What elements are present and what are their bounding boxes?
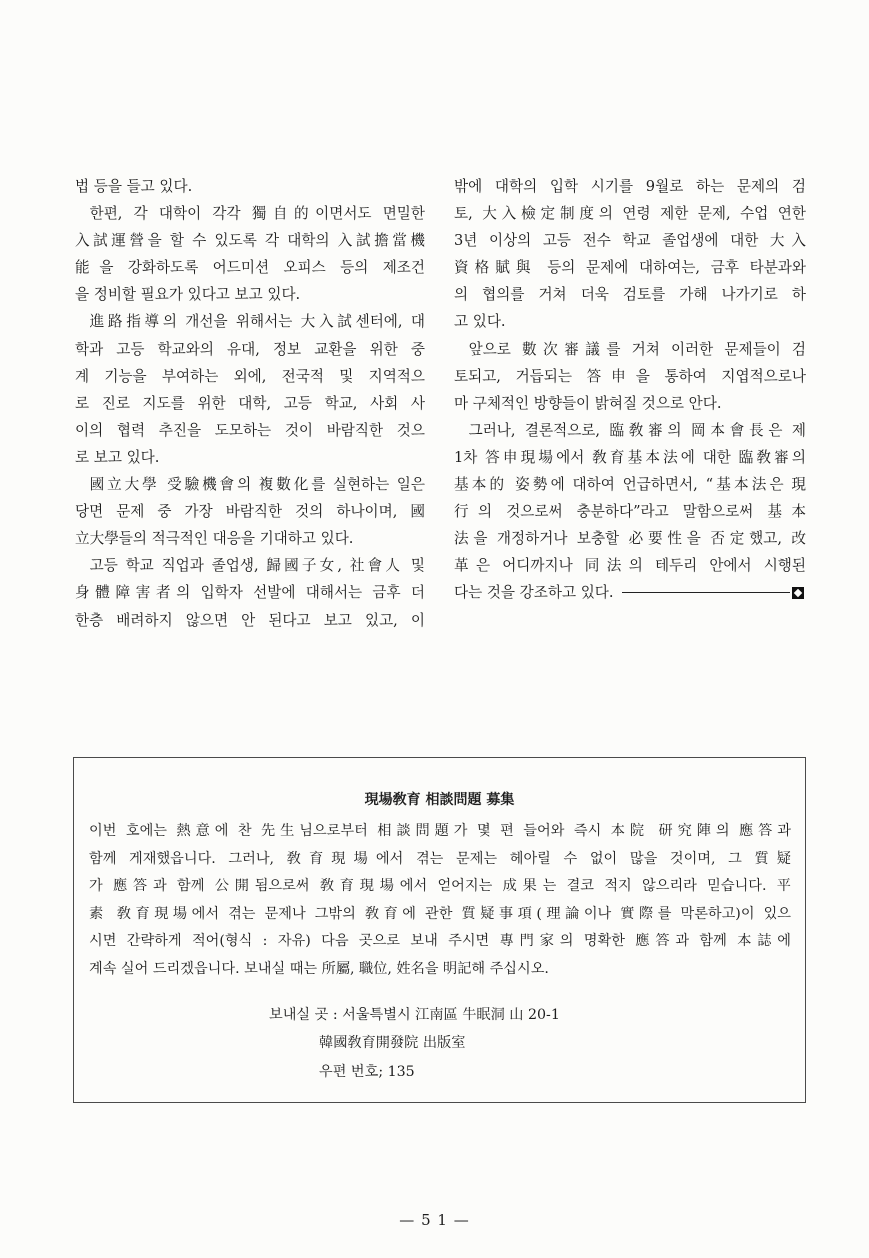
left-column-line: 한편, 각 대학이 각각 獨自的이면서도 면밀한: [89, 205, 425, 223]
left-column-line: 한층 배려하지 않으면 안 된다고 보고 있고, 이: [75, 611, 425, 629]
right-column-line: 토되고, 거듭되는 答申을 통하여 지엽적으로나: [454, 367, 806, 385]
notice-body-line: 가 應答과 함께 公開됨으로써 敎育現場에서 얻어지는 成果는 결코 적지 않으리라 믿습니다. 平: [89, 878, 791, 895]
left-column-line: 로 진로 지도를 위한 대학, 고등 학교, 사회 사: [75, 394, 425, 412]
right-column-line: 그러나, 결론적으로, 臨敎審의 岡本會長은 제: [468, 421, 806, 439]
left-column-line: 進路指導의 개선을 위해서는 大入試센터에, 대: [89, 313, 425, 331]
left-column-line: 立大學들의 적극적인 대응을 기대하고 있다.: [75, 530, 354, 548]
left-column-line: 을 정비할 필요가 있다고 보고 있다.: [75, 286, 301, 304]
right-column-line: 3년 이상의 고등 전수 학교 졸업생에 대한 大入: [454, 232, 806, 250]
notice-body-line: 素 敎育現場에서 겪는 문제나 그밖의 敎育에 관한 質疑事項(理論이나 實際를 막론하고)이 있으: [89, 905, 791, 922]
right-column-line: 1차 答申現場에서 敎育基本法에 대한 臨敎審의: [454, 448, 806, 466]
right-column-line: 밖에 대학의 입학 시기를 9월로 하는 문제의 검: [454, 178, 806, 195]
end-rule: [622, 592, 790, 593]
mailing-address: 보내실 곳 : 서울특별시 江南區 牛眠洞 山 20-1: [269, 1007, 560, 1023]
right-column-line: 앞으로 數次審議를 거쳐 이러한 문제들이 검: [468, 340, 806, 358]
right-column-line: 資格賦與 등의 문제에 대하여는, 금후 타분과와: [454, 259, 806, 277]
right-column-last-line: [454, 579, 806, 606]
left-column-line: 법 등을 들고 있다.: [75, 178, 193, 195]
end-mark-icon: [792, 587, 804, 599]
notice-body-line: 함께 게재했읍니다. 그러나, 敎育現場에서 겪는 문제는 헤아릴 수 없이 많을 것이며, 그 質疑: [89, 850, 791, 867]
notice-body: [89, 818, 791, 984]
postal-code: 우편 번호; 135: [319, 1064, 415, 1080]
left-column-line: 國立大學 受驗機會의 複數化를 실현하는 일은: [89, 476, 425, 494]
right-column-line: 다는 것을 강조하고 있다.: [454, 584, 614, 602]
notice-body-line: 시면 간략하게 적어(형식 : 자유) 다음 곳으로 보내 주시면 專門家의 명확한 應答과 함께 本誌에: [89, 933, 791, 950]
left-column-line: 학과 고등 학교와의 유대, 정보 교환을 위한 중: [75, 340, 425, 358]
right-column-line: 基本的 姿勢에 대하여 언급하면서, “基本法은 現: [454, 476, 806, 494]
notice-title: 現場敎育 相談問題 募集: [364, 792, 515, 808]
left-column-line: 당면 문제 중 가장 바람직한 것의 하나이며, 國: [75, 503, 425, 521]
left-column-line: 로 보고 있다.: [75, 448, 160, 466]
left-column: [75, 173, 425, 634]
right-column: [454, 173, 806, 607]
right-column-line: 고 있다.: [454, 313, 506, 331]
left-column-line: 계 기능을 부여하는 외에, 전국적 및 지역적으: [75, 367, 425, 385]
left-column-line: 이의 협력 추진을 도모하는 것이 바람직한 것으: [75, 421, 425, 439]
right-column-line: 의 협의를 거쳐 더욱 검토를 가해 나가기로 하: [454, 286, 806, 304]
right-column-line: 法을 개정하거나 보충할 必要性을 否定했고, 改: [454, 530, 806, 548]
notice-body-line: 계속 실어 드리겠읍니다. 보내실 때는 所屬, 職位, 姓名을 明記해 주십시오.: [89, 960, 549, 977]
right-column-line: 行의 것으로써 충분하다”라고 말함으로써 基本: [454, 503, 806, 521]
page-number: — 5 1 —: [399, 1211, 470, 1229]
right-column-line: 革은 어디까지나 同法의 테두리 안에서 시행된: [454, 557, 806, 575]
notice-box: [73, 757, 806, 1103]
notice-body-line: 이번 호에는 熱意에 찬 先生님으로부터 相談問題가 몇 편 들어와 즉시 本院 研究陣의 應答과: [89, 823, 791, 839]
mailing-organization: 韓國敎育開發院 出版室: [319, 1035, 466, 1051]
left-column-line: 入試運營을 할 수 있도록 각 대학의 入試擔當機: [75, 232, 425, 250]
left-column-line: 身體障害者의 입학자 선발에 대해서는 금후 더: [75, 584, 425, 602]
right-column-line: 토, 大入檢定制度의 연령 제한 문제, 수업 연한: [454, 205, 806, 223]
left-column-line: 能을 강화하도록 어드미션 오피스 등의 제조건: [75, 259, 425, 277]
left-column-line: 고등 학교 직업과 졸업생, 歸國子女, 社會人 및: [89, 557, 425, 575]
right-column-line: 마 구체적인 방향들이 밝혀질 것으로 안다.: [454, 394, 722, 412]
